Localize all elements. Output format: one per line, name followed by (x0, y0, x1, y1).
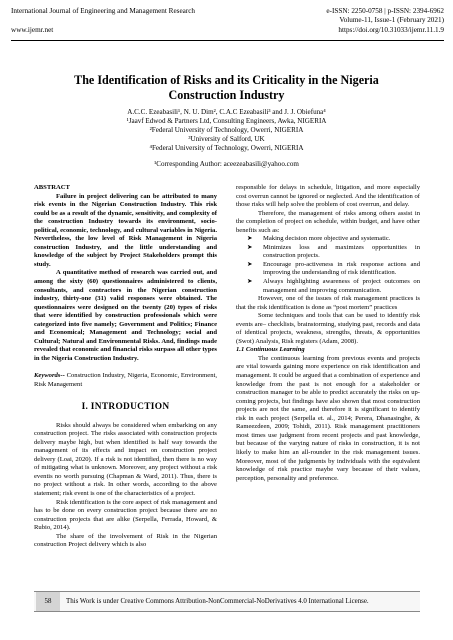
affiliation-2: ²Federal University of Technology, Owerri, NIGERIA (149, 126, 304, 134)
intro-paragraph-3: The share of the involvement of Risk in the Nigerian construction Project delivery which is also (34, 532, 217, 549)
affiliation-3: ³University of Salford, UK (188, 135, 265, 143)
list-item: ➤ Always highlighting awareness of project outcomes on management and improving communication. (247, 278, 420, 294)
abstract-heading: ABSTRACT (34, 184, 70, 191)
body-paragraph-1: responsible for delays in schedule, litigation, and more especially cost overrun cannot be ignored or neglected. And the identification of those risks will help solve the problem of cost overrun, and delay. (236, 184, 420, 209)
keywords (34, 372, 217, 389)
arrow-bullet-icon: ➤ (247, 278, 253, 286)
intro-paragraph-2: Risk identification is the core aspect of risk management and has to be done on every construction project because there are no construction projects that are alike (Serpella, Ferrada, Howard, & Rubio, 2014). (34, 498, 217, 532)
section-heading-introduction: I. INTRODUCTION (81, 402, 170, 413)
body-paragraph-4: Some techniques and tools that can be used to identify risk events are– checklists, brainstorming, studying past, records and data of identical projects, weakness, strengths, threats, & opportunities (Swot) Analysis, Risk registers (Adam, 2008). (236, 312, 420, 345)
body-paragraph-3: However, one of the issues of risk management practices is that the risk identification is done as “post mortem” practices (236, 295, 420, 311)
keywords-list: Construction Industry, Nigeria, Economic, Environment, Risk Management (34, 371, 217, 388)
author-list: A.C.C. Ezeabasili¹, N. U. Dim², C.A.C Ezeabasili³ and J. J. Obiefuna⁴ (127, 108, 326, 116)
license-text: This Work is under Creative Commons Attribution-NonCommercial-NoDerivatives 4.0 International License. (66, 598, 369, 605)
arrow-bullet-icon: ➤ (247, 260, 253, 268)
volume-issue: Volume-11, Issue-1 (February 2021) (339, 16, 444, 25)
corresponding-author: ¹Corresponding Author: aceezeabasili@yahoo.com (154, 160, 299, 168)
issn-volume (326, 7, 444, 35)
benefits-list (236, 235, 420, 295)
body-paragraph-5: The continuous learning from previous events and projects are vital towards gaining more experience on risk identification and management. It could be argued that a combination of experience and knowledge from the past is not enough for a stakeholder or construction manager to be able to predict accurately the risks on up-coming projects, but findings have also shown that most construction projects are not the same, and therefore it is significant to identify risk in each project (Serpella et. al., 2014; Perera, Dhanasinghe, & Rameezdeen, 2009; Tohidi, 2011). Risk management practitioners most times use judgment from recent projects and past knowledge, but because of the varying nature of risks in construction, it is not likely to make him an all-rounder in the risk management issues. Moreover, most of the judgments by individuals with the equivalent knowledge of risk practice maybe vary because of their values, perception, personality and preference. (236, 354, 420, 482)
doi-link[interactable]: https://doi.org/10.31033/ijemr.11.1.9 (338, 25, 444, 34)
list-item: ➤ Making decision more objective and systematic. (247, 235, 391, 243)
abstract-paragraph-1: Failure in project delivering can be attributed to many risk events in the Nigerian Construction Industry. This risk could be as a result of the dynamic, sensitivity, and complexity of the construction Industry towards its environment, socio-political, economic, technology, and cultural variables in Nigeria. Nevertheless, the low level of Risk Management in Nigeria construction Industry, and the little understanding and knowledge of the subject by Project Stakeholders prompt this study. (34, 192, 217, 268)
license-footer (34, 591, 420, 612)
list-item: ➤ Minimizes loss and maximizes opportunities in construction projects. (247, 243, 420, 260)
header-rule (11, 40, 444, 41)
affiliation-4: ⁴Federal University of Technology, Owerri, NIGERIA (149, 144, 304, 152)
abstract-paragraph-2: A quantitative method of research was carried out, and among the sixty (60) questionnaires administered to clients, consultants, and contractors in the Nigerian construction industry, thirty-one (31) valid responses were obtained. The questionnaires were designed on the twenty (20) types of risks that were identified by construction professionals which were categorized into five namely; Government and Politics; Finance and Economical; Management and Technology; social and Cultural; Natural and Environmental Risks. And, findings made revealed that economic and financial risks surpass all other types in the Nigeria Construction Industry. (34, 269, 217, 362)
body-paragraph-2: Therefore, the management of risks among others assist in the completion of project on schedule, within budget, and have other benefits such as: (236, 209, 420, 234)
right-column (236, 184, 420, 483)
issn: e-ISSN: 2250-0758 | p-ISSN: 2394-6962 (326, 7, 444, 15)
author-block (40, 108, 413, 153)
journal-name: International Journal of Engineering and Management Research (11, 7, 196, 15)
page-number: 58 (36, 592, 60, 611)
paper-title: The Identification of Risks and its Criticality in the Nigeria Construction Industry (74, 73, 379, 102)
arrow-bullet-icon: ➤ (247, 243, 253, 251)
list-item: ➤ Encourage pro-activeness in risk response actions and improving the understanding of risk identification. (247, 260, 420, 277)
left-column (34, 184, 217, 550)
keywords-label: Keywords-- (34, 371, 65, 379)
arrow-bullet-icon: ➤ (247, 235, 253, 243)
journal-website[interactable]: www.ijemr.net (11, 25, 54, 34)
intro-paragraph-1: Risks should always be considered when embarking on any construction project. The risks associated with construction projects delivery maybe high, but when identified is half way towards the management of its effects and impact on construction project delivery (Loai, 2020). If a risk is not identified, then there is no way of mitigating what is unknown. Moreover, any project without a risk eventis no worth pursuing (Chapman & Ward, 2011). Thus, there is no project without a risk. In other words, according to the above statement; risk event is one of the characteristics of a project. (34, 421, 217, 497)
affiliation-1: ¹Jaavf Edwod & Partners Ltd, Consulting Engineers, Awka, NIGERIA (126, 117, 327, 125)
subsection-heading: 1.1 Continuous Learning (236, 346, 305, 354)
